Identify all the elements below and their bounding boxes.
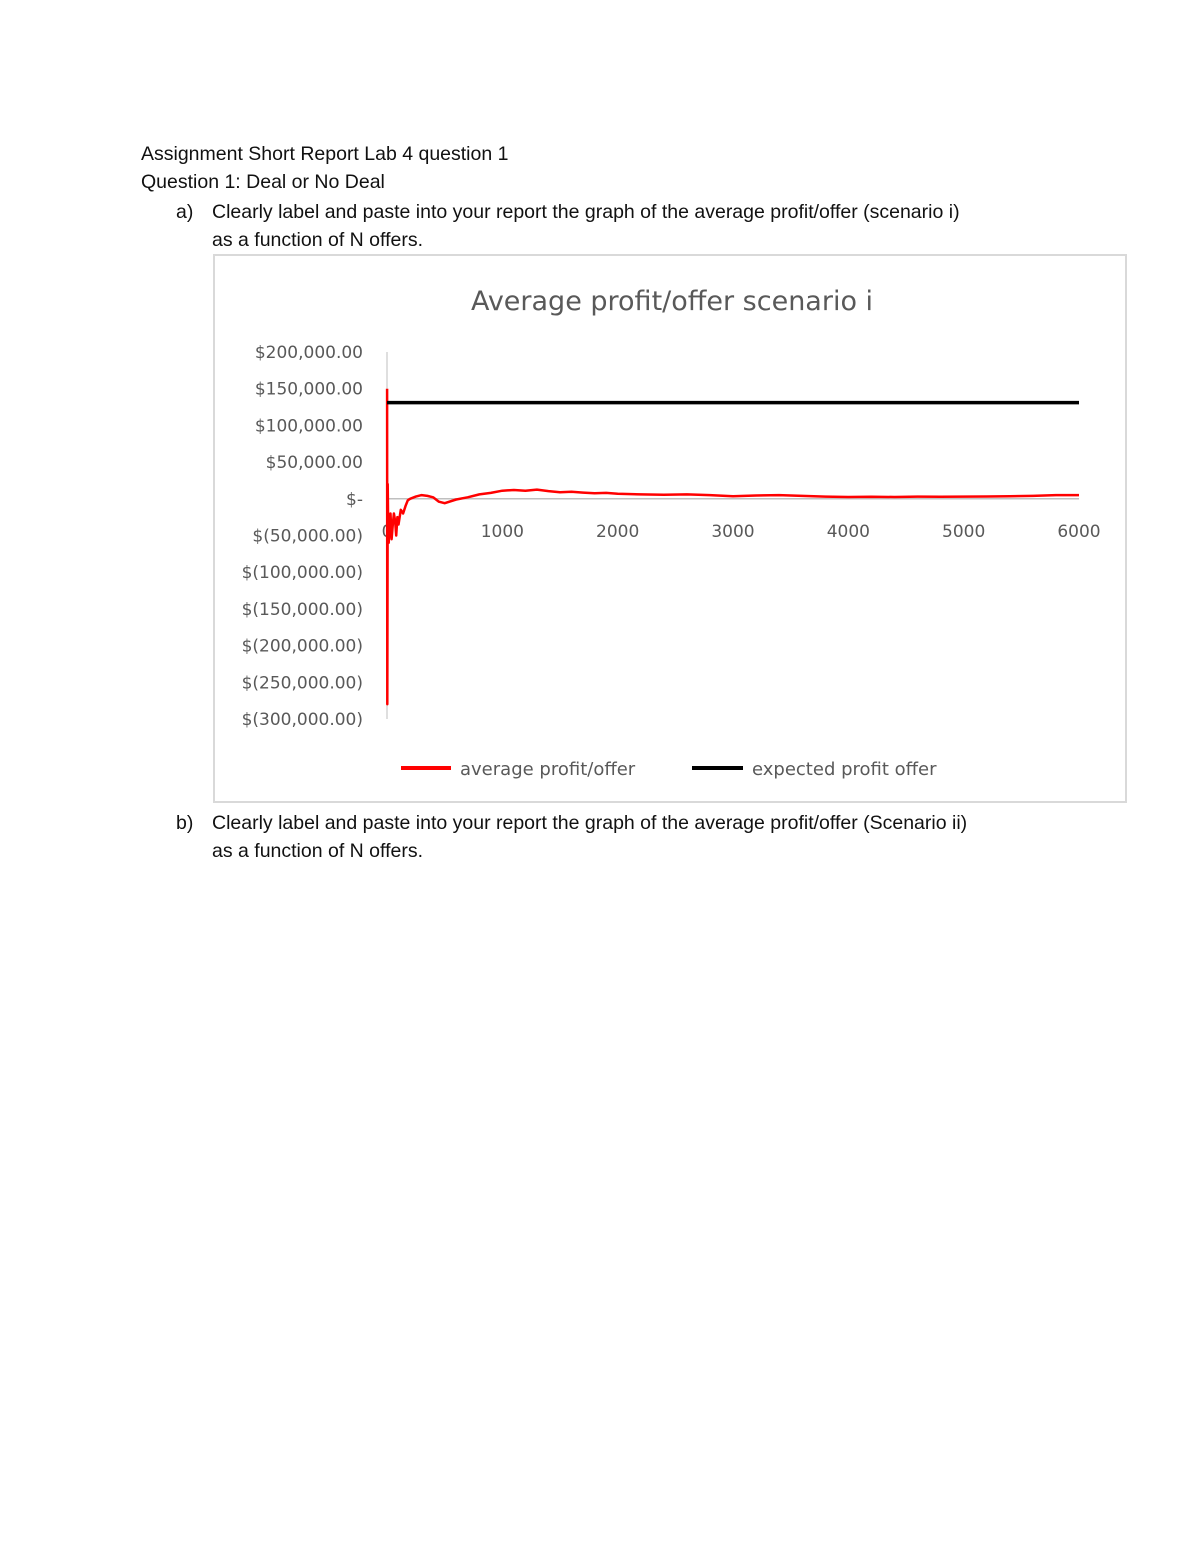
y-tick-label: $(150,000.00) (241, 599, 363, 620)
x-tick-label: 6000 (1057, 521, 1101, 542)
y-tick-label: $150,000.00 (254, 379, 363, 400)
document-title: Assignment Short Report Lab 4 question 1 (141, 143, 509, 165)
item-a-text-line2: as a function of N offers. (212, 229, 424, 251)
question-heading: Question 1: Deal or No Deal (141, 171, 385, 193)
legend-label-average-profit: average profit/offer (460, 759, 636, 780)
x-tick-label: 5000 (942, 521, 986, 542)
y-tick-label: $- (346, 489, 363, 510)
series-line-average-profit (387, 389, 1079, 705)
x-tick-label: 3000 (711, 521, 755, 542)
y-tick-label: $(250,000.00) (241, 673, 363, 694)
x-tick-label: 1000 (480, 521, 524, 542)
x-tick-label: 4000 (826, 521, 870, 542)
y-tick-label: $50,000.00 (265, 453, 363, 474)
item-a-text-line1: Clearly label and paste into your report the graph of the average profit/offer (scenario i) (212, 201, 960, 223)
item-b-text-line2: as a function of N offers. (212, 840, 424, 862)
y-tick-label: $200,000.00 (254, 343, 363, 363)
chart-svg (215, 256, 1129, 805)
y-tick-label: $(50,000.00) (252, 526, 363, 547)
chart-container (213, 254, 1127, 803)
item-a-letter: a) (176, 201, 194, 223)
legend-label-expected-profit: expected profit offer (752, 759, 937, 780)
y-tick-label: $(300,000.00) (241, 710, 363, 730)
x-tick-label: 2000 (596, 521, 640, 542)
chart-title: Average profit/offer scenario i (470, 286, 874, 317)
y-tick-label: $100,000.00 (254, 416, 363, 437)
y-tick-label: $(200,000.00) (241, 636, 363, 657)
item-b-text-line1: Clearly label and paste into your report the graph of the average profit/offer (Scenario ii) (212, 812, 968, 834)
item-b-letter: b) (176, 812, 194, 834)
y-tick-label: $(100,000.00) (241, 563, 363, 584)
x-tick-label: 0 (381, 521, 393, 542)
